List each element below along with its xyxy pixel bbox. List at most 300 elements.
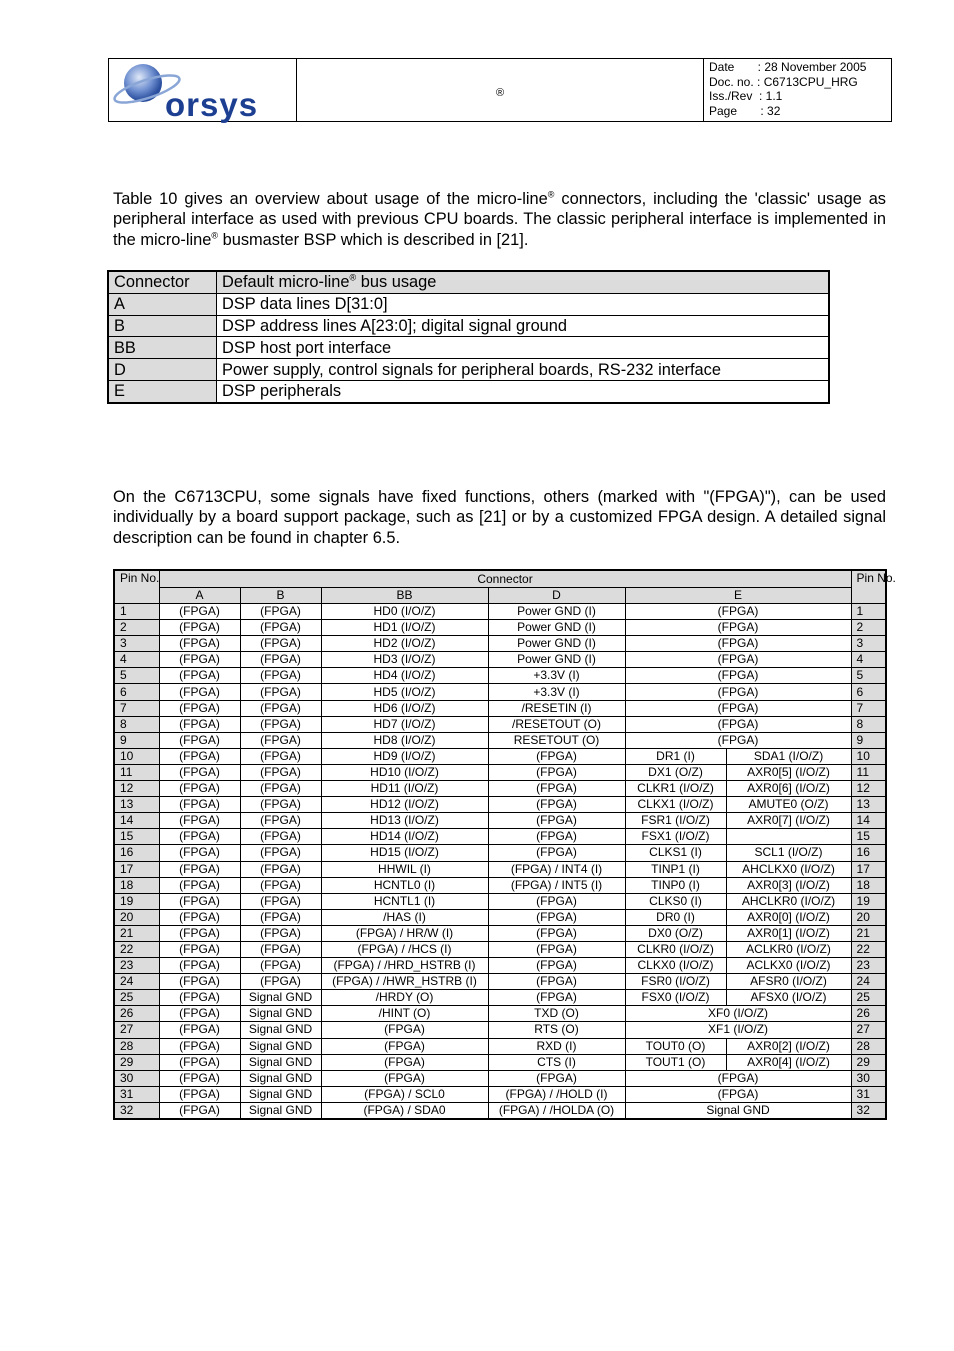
col-e1-cell: TINP0 (I) [625,877,726,893]
col-e2-cell: AXR0[7] (I/O/Z) [726,813,851,829]
pin-number-right: 21 [851,925,886,941]
connector-cell: B [108,315,217,337]
col-a-cell: (FPGA) [159,636,240,652]
page-header [108,58,892,122]
col-bb-cell: HD12 (I/O/Z) [321,797,488,813]
col-a-cell: (FPGA) [159,668,240,684]
usage-cell: DSP data lines D[31:0] [217,293,830,315]
pin-number-left: 8 [114,716,159,732]
col-e2-cell: AXR0[1] (I/O/Z) [726,925,851,941]
col-bb-cell: (FPGA) [321,1070,488,1086]
col-d-cell: (FPGA) [488,845,625,861]
header-center [297,59,703,121]
col-e1-cell: CLKS0 (I) [625,893,726,909]
col-a-cell: (FPGA) [159,797,240,813]
col-a-cell: (FPGA) [159,684,240,700]
col-a-cell: (FPGA) [159,909,240,925]
usage-cell: DSP host port interface [217,337,830,359]
col-bb-cell: /HINT (O) [321,1006,488,1022]
para-text: busmaster BSP which is described in [21]. [218,230,529,249]
document-meta [703,59,891,121]
pin-number-left: 21 [114,925,159,941]
col-e-cell: (FPGA) [625,668,851,684]
pin-number-right: 16 [851,845,886,861]
pin-number-left: 26 [114,1006,159,1022]
col-d-cell: (FPGA) / INT5 (I) [488,877,625,893]
meta-issue-rev: Iss./Rev : 1.1 [709,89,783,103]
pin-number-right: 12 [851,781,886,797]
col-d-cell: /RESETOUT (O) [488,716,625,732]
col-a-cell: (FPGA) [159,748,240,764]
col-d-cell: TXD (O) [488,1006,625,1022]
header-usage [217,271,830,293]
connector-cell: A [108,293,217,315]
col-b-cell: (FPGA) [240,620,321,636]
col-e1-cell: TOUT0 (O) [625,1038,726,1054]
pin-number-left: 1 [114,604,159,620]
col-b-cell: (FPGA) [240,797,321,813]
col-bb-cell: HD5 (I/O/Z) [321,684,488,700]
col-a-cell: (FPGA) [159,604,240,620]
col-e1-cell: FSR1 (I/O/Z) [625,813,726,829]
col-bb-cell: HHWIL (I) [321,861,488,877]
col-e-cell: (FPGA) [625,716,851,732]
col-bb-cell: HD6 (I/O/Z) [321,700,488,716]
col-d-cell: (FPGA) [488,974,625,990]
col-b-cell: (FPGA) [240,764,321,780]
pin-number-right: 14 [851,813,886,829]
col-d-cell: +3.3V (I) [488,668,625,684]
pin-number-left: 24 [114,974,159,990]
col-b-cell: Signal GND [240,1038,321,1054]
col-d-cell: Power GND (I) [488,604,625,620]
col-e2-cell: ACLKR0 (I/O/Z) [726,941,851,957]
col-d-cell: (FPGA) [488,941,625,957]
table-row [108,315,829,337]
pin-number-right: 20 [851,909,886,925]
table-row [114,829,886,845]
pin-number-right: 10 [851,748,886,764]
table-row [114,1022,886,1038]
pin-number-right: 28 [851,1038,886,1054]
col-e1-cell: DX0 (O/Z) [625,925,726,941]
table-row [114,1102,886,1119]
col-b-cell: (FPGA) [240,668,321,684]
registered-sup: ® [349,272,357,283]
meta-page: Page : 32 [709,103,781,118]
table-row [114,877,886,893]
col-e-cell: XF1 (I/O/Z) [625,1022,851,1038]
pin-number-left: 29 [114,1054,159,1070]
col-e-cell: (FPGA) [625,684,851,700]
table-row [114,813,886,829]
col-d-cell: (FPGA) / INT4 (I) [488,861,625,877]
registered-mark: ® [495,87,505,99]
table-row [114,684,886,700]
col-bb-cell: (FPGA) / /HCS (I) [321,941,488,957]
col-b-cell: Signal GND [240,1102,321,1119]
para-text: Table 10 gives an overview about usage of the micro-line [113,190,548,208]
col-a-cell: (FPGA) [159,652,240,668]
col-a-cell: (FPGA) [159,990,240,1006]
col-e2-cell: AFSX0 (I/O/Z) [726,990,851,1006]
pin-number-right: 29 [851,1054,886,1070]
col-bb-cell: (FPGA) / SCL0 [321,1086,488,1102]
col-d-cell: RTS (O) [488,1022,625,1038]
registered-sup: ® [547,189,555,200]
table-row [114,990,886,1006]
pin-number-right: 27 [851,1022,886,1038]
col-e2-cell: AXR0[6] (I/O/Z) [726,781,851,797]
col-d-cell: (FPGA) [488,797,625,813]
pin-number-left: 31 [114,1086,159,1102]
table-row [114,781,886,797]
col-e-cell: (FPGA) [625,604,851,620]
col-bb-cell: HCNTL0 (I) [321,877,488,893]
pin-number-right: 9 [851,732,886,748]
col-bb-cell: (FPGA) / /HRD_HSTRB (I) [321,958,488,974]
table-row [108,380,829,402]
col-b-cell: (FPGA) [240,974,321,990]
pin-number-left: 3 [114,636,159,652]
pin-number-right: 23 [851,958,886,974]
col-bb-cell: (FPGA) [321,1054,488,1070]
col-a-cell: (FPGA) [159,620,240,636]
col-e2-cell: AXR0[5] (I/O/Z) [726,764,851,780]
col-bb-cell: HCNTL1 (I) [321,893,488,909]
table-row [114,941,886,957]
pin-number-left: 32 [114,1102,159,1119]
pin-number-left: 23 [114,958,159,974]
pin-number-left: 14 [114,813,159,829]
col-bb-cell: (FPGA) / SDA0 [321,1102,488,1119]
pin-no-header-left: Pin No. [114,570,159,604]
pin-number-right: 2 [851,620,886,636]
pin-number-left: 20 [114,909,159,925]
col-e1-cell: CLKR1 (I/O/Z) [625,781,726,797]
col-a-cell: (FPGA) [159,893,240,909]
pin-number-left: 30 [114,1070,159,1086]
col-b-cell: (FPGA) [240,958,321,974]
meta-doc-no: Doc. no. : C6713CPU_HRG [709,74,858,89]
pin-number-left: 12 [114,781,159,797]
column-header-d: D [488,588,625,604]
column-header-bb: BB [321,588,488,604]
table-row [114,716,886,732]
col-e1-cell: FSX1 (I/O/Z) [625,829,726,845]
col-a-cell: (FPGA) [159,764,240,780]
col-bb-cell: HD11 (I/O/Z) [321,781,488,797]
pin-number-right: 15 [851,829,886,845]
col-e2-cell: AMUTE0 (O/Z) [726,797,851,813]
col-bb-cell: HD13 (I/O/Z) [321,813,488,829]
pin-number-left: 28 [114,1038,159,1054]
col-e2-cell: ACLKX0 (I/O/Z) [726,958,851,974]
table-row [108,293,829,315]
pin-number-right: 3 [851,636,886,652]
col-d-cell: /RESETIN (I) [488,700,625,716]
pin-number-left: 16 [114,845,159,861]
pin-number-left: 17 [114,861,159,877]
col-b-cell: (FPGA) [240,700,321,716]
col-e2-cell: AXR0[0] (I/O/Z) [726,909,851,925]
meta-date: Date : 28 November 2005 [709,60,867,74]
col-e1-cell: CLKX0 (I/O/Z) [625,958,726,974]
col-e1-cell: TINP1 (I) [625,861,726,877]
col-e2-cell: AHCLKR0 (I/O/Z) [726,893,851,909]
col-b-cell: (FPGA) [240,781,321,797]
col-d-cell: (FPGA) [488,893,625,909]
table-row [114,700,886,716]
connector-cell: E [108,380,217,402]
table-row [114,958,886,974]
col-e1-cell: CLKR0 (I/O/Z) [625,941,726,957]
col-e-cell: (FPGA) [625,1086,851,1102]
col-bb-cell: HD1 (I/O/Z) [321,620,488,636]
table-row [114,620,886,636]
col-e2-cell: AXR0[3] (I/O/Z) [726,877,851,893]
col-a-cell: (FPGA) [159,925,240,941]
col-e2-cell: AXR0[4] (I/O/Z) [726,1054,851,1070]
pin-number-right: 22 [851,941,886,957]
col-a-cell: (FPGA) [159,1054,240,1070]
col-e-cell: (FPGA) [625,732,851,748]
col-b-cell: (FPGA) [240,893,321,909]
col-b-cell: (FPGA) [240,925,321,941]
col-e2-cell: AXR0[2] (I/O/Z) [726,1038,851,1054]
col-d-cell: (FPGA) [488,1070,625,1086]
col-d-cell: (FPGA) [488,813,625,829]
table-row [114,893,886,909]
pin-number-left: 19 [114,893,159,909]
pin-number-left: 4 [114,652,159,668]
usage-cell: DSP address lines A[23:0]; digital signal ground [217,315,830,337]
pin-number-right: 17 [851,861,886,877]
col-a-cell: (FPGA) [159,700,240,716]
col-a-cell: (FPGA) [159,845,240,861]
pin-number-right: 18 [851,877,886,893]
col-b-cell: (FPGA) [240,748,321,764]
col-e1-cell: CLKS1 (I) [625,845,726,861]
col-bb-cell: HD7 (I/O/Z) [321,716,488,732]
pin-number-left: 18 [114,877,159,893]
connector-usage-table [107,270,830,404]
pinout-body [114,604,886,1120]
table-header-row [108,271,829,293]
pin-number-left: 6 [114,684,159,700]
col-bb-cell: /HRDY (O) [321,990,488,1006]
col-e2-cell [726,829,851,845]
col-b-cell: (FPGA) [240,652,321,668]
col-a-cell: (FPGA) [159,716,240,732]
table-row [114,748,886,764]
col-a-cell: (FPGA) [159,1070,240,1086]
col-bb-cell: HD10 (I/O/Z) [321,764,488,780]
col-bb-cell: HD8 (I/O/Z) [321,732,488,748]
connector-cell: BB [108,337,217,359]
col-d-cell: Power GND (I) [488,652,625,668]
col-b-cell: (FPGA) [240,684,321,700]
company-logo [109,59,297,121]
col-e2-cell: AFSR0 (I/O/Z) [726,974,851,990]
col-bb-cell: (FPGA) [321,1022,488,1038]
col-d-cell: (FPGA) [488,829,625,845]
pin-number-right: 4 [851,652,886,668]
pin-number-right: 13 [851,797,886,813]
intro-paragraph [113,189,886,250]
table-row [114,732,886,748]
col-e2-cell: AHCLKX0 (I/O/Z) [726,861,851,877]
pin-number-right: 1 [851,604,886,620]
pin-number-right: 25 [851,990,886,1006]
col-a-cell: (FPGA) [159,1038,240,1054]
col-d-cell: RXD (I) [488,1038,625,1054]
col-a-cell: (FPGA) [159,1086,240,1102]
usage-cell: DSP peripherals [217,380,830,402]
header-usage-text: bus usage [356,273,437,292]
col-e-cell: (FPGA) [625,700,851,716]
table-row [114,1038,886,1054]
col-bb-cell: HD0 (I/O/Z) [321,604,488,620]
col-b-cell: (FPGA) [240,861,321,877]
col-b-cell: (FPGA) [240,604,321,620]
col-e-cell: (FPGA) [625,1070,851,1086]
col-e-cell: XF0 (I/O/Z) [625,1006,851,1022]
pin-number-right: 24 [851,974,886,990]
table-row [114,668,886,684]
pin-number-left: 15 [114,829,159,845]
pin-number-left: 10 [114,748,159,764]
col-e-cell: (FPGA) [625,636,851,652]
pin-number-left: 2 [114,620,159,636]
column-header-a: A [159,588,240,604]
pin-number-left: 27 [114,1022,159,1038]
col-e1-cell: DR1 (I) [625,748,726,764]
pin-number-left: 25 [114,990,159,1006]
col-d-cell: (FPGA) / /HOLD (I) [488,1086,625,1102]
table-row [108,337,829,359]
col-d-cell: Power GND (I) [488,620,625,636]
col-d-cell: CTS (I) [488,1054,625,1070]
header-connector: Connector [108,271,217,293]
col-d-cell: Power GND (I) [488,636,625,652]
col-a-cell: (FPGA) [159,1102,240,1119]
header-usage-text: Default micro-line [222,273,350,292]
col-a-cell: (FPGA) [159,732,240,748]
pin-number-right: 5 [851,668,886,684]
col-a-cell: (FPGA) [159,1006,240,1022]
col-e2-cell: SCL1 (I/O/Z) [726,845,851,861]
col-bb-cell: HD15 (I/O/Z) [321,845,488,861]
col-d-cell: (FPGA) / /HOLDA (O) [488,1102,625,1119]
col-b-cell: Signal GND [240,1054,321,1070]
pinout-table [113,569,896,1120]
col-b-cell: (FPGA) [240,845,321,861]
table-row [114,925,886,941]
logo-graphic [109,59,295,121]
connector-cell: D [108,359,217,381]
col-bb-cell: HD2 (I/O/Z) [321,636,488,652]
col-b-cell: (FPGA) [240,813,321,829]
table-row [114,797,886,813]
col-bb-cell: HD3 (I/O/Z) [321,652,488,668]
col-d-cell: RESETOUT (O) [488,732,625,748]
col-bb-cell: HD4 (I/O/Z) [321,668,488,684]
col-b-cell: Signal GND [240,990,321,1006]
table-row [114,636,886,652]
pin-number-left: 9 [114,732,159,748]
pin-number-right: 19 [851,893,886,909]
col-a-cell: (FPGA) [159,941,240,957]
column-header-e: E [625,588,851,604]
col-d-cell: (FPGA) [488,990,625,1006]
pin-number-left: 22 [114,941,159,957]
col-d-cell: +3.3V (I) [488,684,625,700]
col-a-cell: (FPGA) [159,813,240,829]
col-b-cell: (FPGA) [240,716,321,732]
col-d-cell: (FPGA) [488,925,625,941]
col-d-cell: (FPGA) [488,909,625,925]
pin-number-right: 30 [851,1070,886,1086]
col-b-cell: (FPGA) [240,877,321,893]
col-e-cell: (FPGA) [625,620,851,636]
column-header-b: B [240,588,321,604]
table-row [114,652,886,668]
col-b-cell: (FPGA) [240,941,321,957]
col-e1-cell: DR0 (I) [625,909,726,925]
signal-paragraph: On the C6713CPU, some signals have fixed functions, others (marked with "(FPGA)"), can be used individually by a board support package, such as [21] or by a customized FPGA design. A detailed signal description can be found in chapter 6.5. [113,488,886,547]
col-a-cell: (FPGA) [159,1022,240,1038]
col-d-cell: (FPGA) [488,748,625,764]
pin-no-header-right: Pin No. [851,570,886,604]
table-row [114,604,886,620]
col-d-cell: (FPGA) [488,781,625,797]
col-a-cell: (FPGA) [159,861,240,877]
col-e1-cell: FSX0 (I/O/Z) [625,990,726,1006]
table-row [114,845,886,861]
col-d-cell: (FPGA) [488,764,625,780]
para-text: connectors, including the 'classic' usage as peripheral interface as used with previous CPU boards. The classic peripheral interface is implemented in the micro-line [113,190,887,249]
col-bb-cell: (FPGA) / HR/W (I) [321,925,488,941]
col-b-cell: Signal GND [240,1070,321,1086]
col-b-cell: Signal GND [240,1086,321,1102]
col-bb-cell: /HAS (I) [321,909,488,925]
col-e-cell: Signal GND [625,1102,851,1119]
col-e-cell: (FPGA) [625,652,851,668]
pin-number-right: 8 [851,716,886,732]
col-a-cell: (FPGA) [159,781,240,797]
pin-number-left: 5 [114,668,159,684]
pin-number-right: 7 [851,700,886,716]
col-bb-cell: HD14 (I/O/Z) [321,829,488,845]
col-b-cell: (FPGA) [240,909,321,925]
col-bb-cell: HD9 (I/O/Z) [321,748,488,764]
col-b-cell: (FPGA) [240,829,321,845]
pin-number-left: 11 [114,764,159,780]
table-row [114,1054,886,1070]
table-row [114,764,886,780]
col-e2-cell: SDA1 (I/O/Z) [726,748,851,764]
pin-number-right: 26 [851,1006,886,1022]
logo-wordmark: orsys [165,86,259,123]
table-row [114,861,886,877]
col-e1-cell: DX1 (O/Z) [625,764,726,780]
registered-sup: ® [211,230,219,241]
col-e1-cell: CLKX1 (I/O/Z) [625,797,726,813]
col-bb-cell: (FPGA) / /HWR_HSTRB (I) [321,974,488,990]
pinout-column-row [114,588,886,604]
pin-number-right: 32 [851,1102,886,1119]
